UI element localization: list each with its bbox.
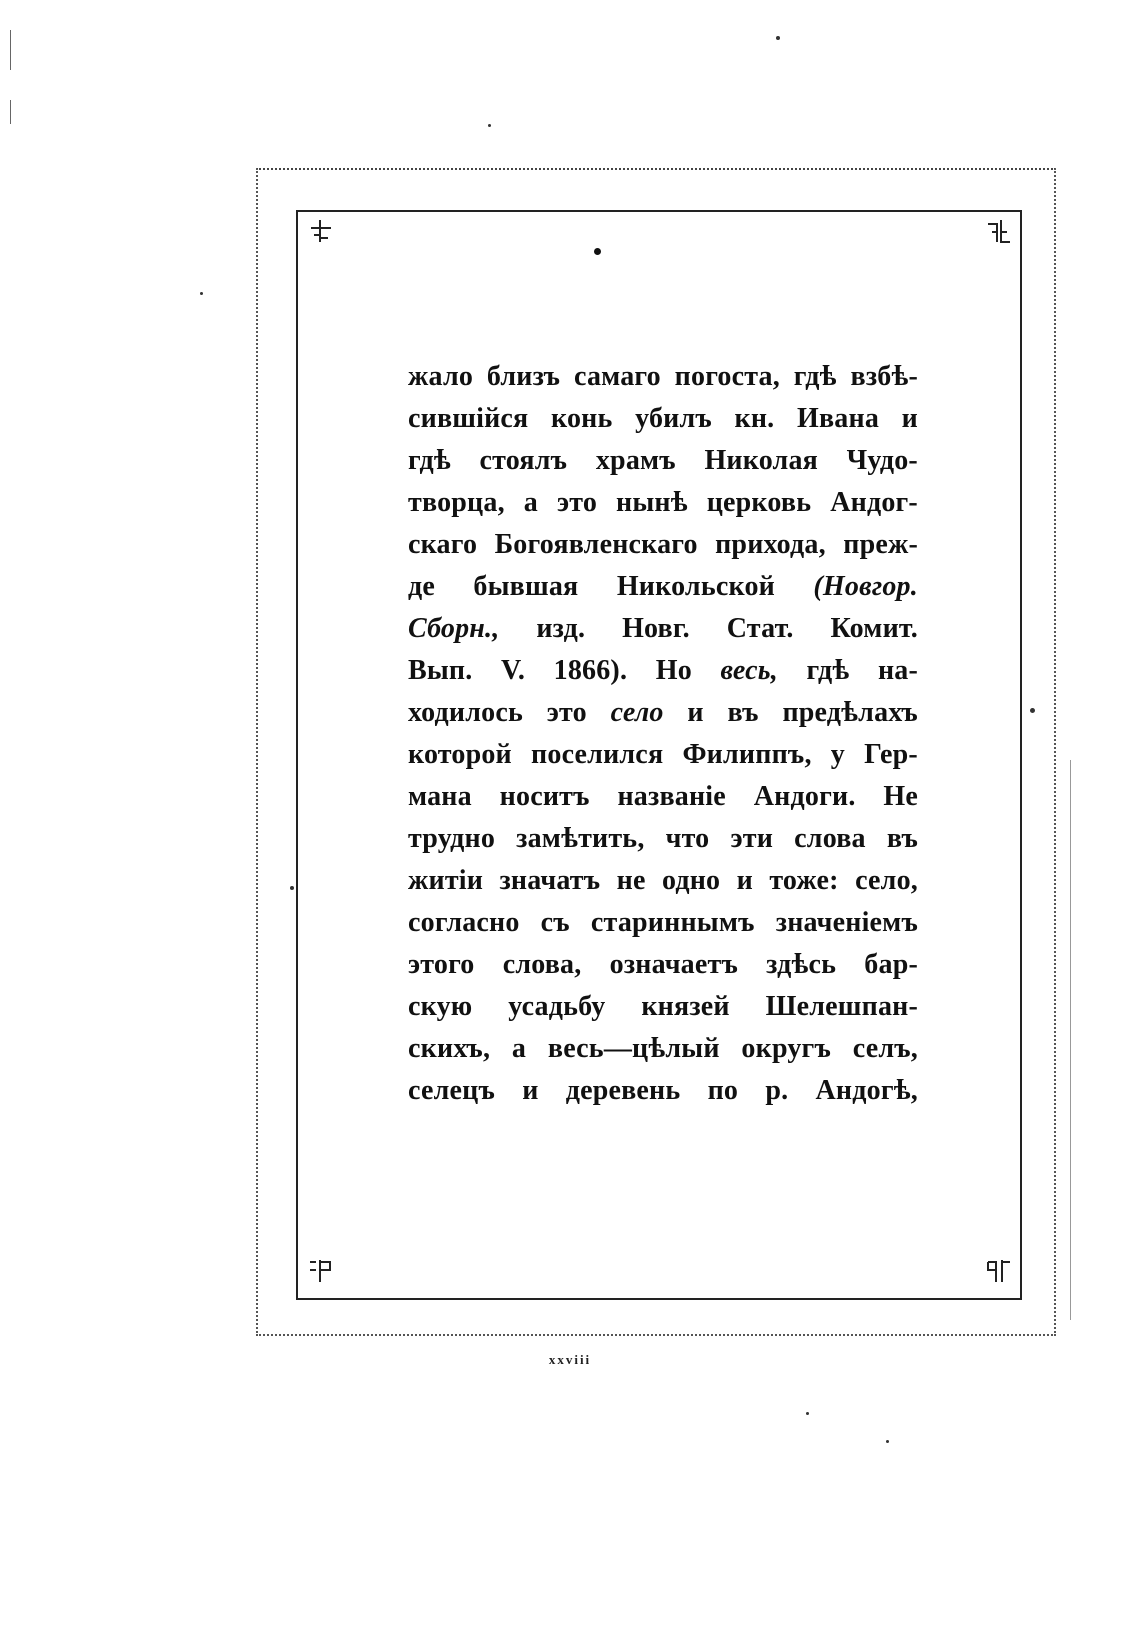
word: Богоявленскаго [494, 529, 698, 560]
word: изд. [536, 613, 586, 644]
word: творца, [408, 487, 505, 518]
word: Комит. [830, 613, 918, 644]
word: Сборн., [408, 613, 500, 644]
corner-ornament-icon [306, 216, 336, 246]
word: значатъ [499, 865, 601, 896]
word: конь [551, 403, 613, 434]
word: убилъ [635, 403, 712, 434]
word: скаго [408, 529, 478, 560]
word: Чудо- [846, 445, 918, 476]
word: и [687, 697, 704, 728]
word: значеніемъ [775, 907, 918, 938]
word: Шелешпан- [765, 991, 918, 1022]
word: одно [661, 865, 721, 896]
speck [806, 1412, 809, 1415]
text-line [408, 692, 918, 734]
corner-ornament-icon [984, 1256, 1014, 1286]
word: названіе [617, 781, 726, 812]
word: это [546, 697, 587, 728]
word: носитъ [499, 781, 590, 812]
word: въ [886, 823, 918, 854]
word: князей [641, 991, 730, 1022]
speck [488, 124, 491, 127]
word: село, [855, 865, 918, 896]
page-number: xxviii [548, 1352, 592, 1367]
word: и [522, 1075, 539, 1106]
word: нынѣ [616, 487, 688, 518]
speck [200, 292, 203, 295]
word: селъ, [852, 1033, 918, 1064]
word: Никольской [616, 571, 775, 602]
word: въ [727, 697, 759, 728]
word: деревень [565, 1075, 681, 1106]
word: Стат. [726, 613, 794, 644]
word: эти [730, 823, 774, 854]
word: Андогѣ, [815, 1075, 918, 1106]
word: это [556, 487, 598, 518]
text-line [408, 860, 918, 902]
word: погоста, [674, 361, 780, 392]
word: поселился [531, 739, 664, 770]
word: а [523, 487, 538, 518]
scan-mark [1070, 760, 1071, 1320]
text-line [408, 482, 918, 524]
word: весь—цѣлый [547, 1033, 720, 1064]
text-line [408, 1028, 918, 1070]
word: 1866). [553, 655, 628, 686]
word: гдѣ [793, 361, 837, 392]
speck [886, 1440, 889, 1443]
text-line [408, 776, 918, 818]
word: означаетъ [609, 949, 738, 980]
word: Андоги. [753, 781, 856, 812]
word: согласно [408, 907, 520, 938]
word: Андог- [830, 487, 918, 518]
word: и [736, 865, 753, 896]
word: близъ [486, 361, 561, 392]
ornament-dot [594, 248, 601, 255]
text-line [408, 608, 918, 650]
text-line [408, 818, 918, 860]
word: весь, [720, 655, 778, 686]
word: стоялъ [479, 445, 568, 476]
word: церковь [706, 487, 812, 518]
text-line [408, 1070, 918, 1112]
word: что [665, 823, 710, 854]
word: а [511, 1033, 527, 1064]
text-line [408, 440, 918, 482]
word: замѣтить, [516, 823, 645, 854]
word: съ [540, 907, 570, 938]
word: самаго [573, 361, 661, 392]
text-line [408, 902, 918, 944]
word: слова, [502, 949, 582, 980]
text-line [408, 356, 918, 398]
word: V. [501, 655, 526, 686]
word: р. [765, 1075, 789, 1106]
word: бар- [864, 949, 918, 980]
word: скихъ, [408, 1033, 491, 1064]
word: трудно [408, 823, 496, 854]
word: преж- [843, 529, 918, 560]
word: на- [877, 655, 918, 686]
word: сившійся [408, 403, 529, 434]
text-line [408, 566, 918, 608]
corner-ornament-icon [306, 1256, 336, 1286]
text-line [408, 944, 918, 986]
word: бывшая [473, 571, 579, 602]
scan-mark [10, 100, 11, 124]
word: Гер- [864, 739, 918, 770]
word: по [707, 1075, 739, 1106]
word: де [408, 571, 435, 602]
word: у [830, 739, 845, 770]
word: (Новгор. [813, 571, 918, 602]
word: скую [408, 991, 473, 1022]
text-line [408, 398, 918, 440]
word: слова [794, 823, 866, 854]
text-line [408, 524, 918, 566]
word: селецъ [408, 1075, 495, 1106]
word: мана [408, 781, 472, 812]
word: прихода, [715, 529, 826, 560]
word: Вып. [408, 655, 473, 686]
speck [776, 36, 780, 40]
word: здѣсь [766, 949, 837, 980]
word: и [901, 403, 918, 434]
scan-mark [10, 30, 11, 70]
word: округъ [741, 1033, 831, 1064]
word: храмъ [595, 445, 676, 476]
word: гдѣ [806, 655, 850, 686]
word: усадьбу [508, 991, 606, 1022]
word: кн. [734, 403, 775, 434]
word: гдѣ [408, 445, 451, 476]
word: Филиппъ, [682, 739, 812, 770]
text-line [408, 734, 918, 776]
text-line [408, 650, 918, 692]
word: село [610, 697, 664, 728]
word: житіи [408, 865, 484, 896]
word: не [616, 865, 646, 896]
word: тоже: [769, 865, 839, 896]
word: которой [408, 739, 512, 770]
word: жало [408, 361, 474, 392]
word: этого [408, 949, 475, 980]
speck [1030, 708, 1035, 713]
word: Но [655, 655, 692, 686]
text-line [408, 986, 918, 1028]
word: ходилось [408, 697, 523, 728]
word: стариннымъ [590, 907, 755, 938]
corner-ornament-icon [984, 216, 1014, 246]
word: взбѣ- [850, 361, 918, 392]
word: Ивана [796, 403, 880, 434]
body-text [408, 356, 918, 1112]
word: Не [883, 781, 918, 812]
word: Николая [704, 445, 819, 476]
word: предѣлахъ [782, 697, 918, 728]
speck [290, 886, 294, 890]
word: Новг. [622, 613, 690, 644]
